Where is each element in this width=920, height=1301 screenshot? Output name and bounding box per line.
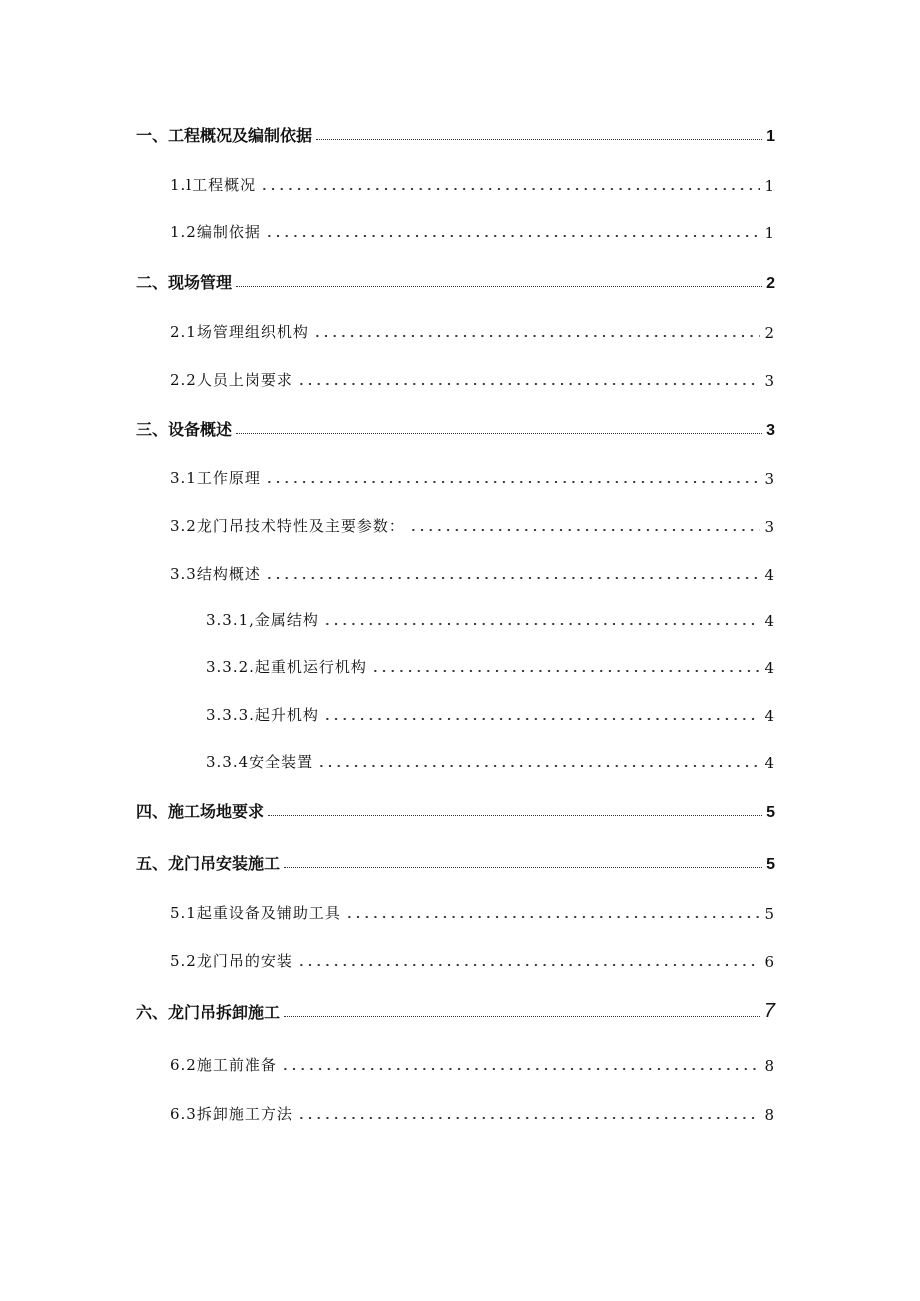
toc-leader-dots	[297, 383, 761, 385]
toc-entry[interactable]	[170, 510, 775, 536]
toc-entry-label: 3.3.1,金属结构	[206, 611, 319, 629]
toc-entry[interactable]	[170, 169, 775, 195]
toc-entry[interactable]	[170, 945, 775, 971]
toc-page-number: 4	[764, 707, 775, 725]
toc-entry-label: 3.2龙门吊技术特性及主要参数：	[170, 517, 405, 535]
toc-entry-label: 3.3结构概述	[170, 565, 261, 583]
toc-page-number: 7	[763, 1000, 775, 1022]
toc-entry-label: 3.3.4安全装置	[206, 753, 314, 771]
toc-page-number: 1	[764, 224, 775, 242]
toc-entry[interactable]	[170, 316, 775, 342]
toc-entry[interactable]	[206, 746, 775, 772]
toc-entry[interactable]	[136, 414, 775, 440]
toc-entry[interactable]	[206, 651, 775, 677]
toc-leader-dots	[265, 235, 761, 237]
toc-entry[interactable]	[136, 120, 775, 146]
toc-page-number: 5	[766, 856, 775, 873]
toc-page-number: 4	[764, 754, 775, 772]
toc-leader-dots	[281, 1068, 761, 1070]
toc-entry-label: 2.1场管理组织机构	[170, 323, 309, 341]
toc-entry[interactable]	[206, 604, 775, 630]
toc-entry-label: 6.3拆卸施工方法	[170, 1105, 293, 1123]
toc-leader-dots	[260, 188, 760, 190]
toc-entry-label: 6.2施工前准备	[170, 1056, 277, 1074]
toc-entry-label: 1.2编制依据	[170, 223, 261, 241]
toc-page-number: 2	[764, 324, 775, 342]
toc-leader-dots	[265, 577, 761, 579]
toc-page-number: 4	[764, 612, 775, 630]
toc-entry[interactable]	[136, 796, 775, 822]
toc-page-number: 8	[764, 1106, 775, 1124]
toc-leader-dots	[284, 865, 762, 868]
toc-page-number: 2	[766, 275, 775, 292]
toc-leader-dots	[323, 623, 761, 625]
toc-entry[interactable]	[170, 558, 775, 584]
toc-page-number: 4	[764, 659, 775, 677]
toc-leader-dots	[236, 284, 762, 287]
toc-entry-label: 二、现场管理	[136, 275, 233, 292]
toc-leader-dots	[297, 1117, 761, 1119]
toc-leader-dots	[297, 964, 761, 966]
toc-page-number: 3	[764, 470, 775, 488]
toc-page-number: 3	[764, 518, 775, 536]
toc-page-number: 8	[764, 1057, 775, 1075]
toc-leader-dots	[265, 481, 761, 483]
toc-entry-label: 3.3.3.起升机构	[206, 706, 319, 724]
toc-page-number: 1	[766, 128, 775, 145]
toc-entry-label: 六、龙门吊拆卸施工	[136, 1005, 281, 1022]
toc-entry-label: 五、龙门吊安装施工	[136, 856, 281, 873]
toc-entry[interactable]	[206, 699, 775, 725]
toc-leader-dots	[317, 765, 760, 767]
toc-leader-dots	[345, 916, 761, 918]
toc-page-number: 1	[764, 177, 775, 195]
toc-leader-dots	[284, 1014, 760, 1017]
toc-entry[interactable]	[170, 897, 775, 923]
toc-entry[interactable]	[170, 1098, 775, 1124]
toc-leader-dots	[371, 670, 761, 672]
toc-entry[interactable]	[170, 364, 775, 390]
toc-entry-label: 一、工程概况及编制依据	[136, 128, 313, 145]
toc-entry[interactable]	[136, 997, 775, 1023]
toc-page-number: 4	[764, 566, 775, 584]
toc-page-number: 6	[764, 953, 775, 971]
toc-entry-label: 5.1起重设备及铺助工具	[170, 904, 341, 922]
toc-entry[interactable]	[170, 462, 775, 488]
toc-entry[interactable]	[136, 267, 775, 293]
toc-entry-label: 2.2人员上岗要求	[170, 371, 293, 389]
toc-page-number: 3	[764, 372, 775, 390]
toc-entry-label: 3.1工作原理	[170, 469, 261, 487]
toc-page-number: 5	[764, 905, 775, 923]
toc-entry[interactable]	[170, 1049, 775, 1075]
toc-entry-label: 5.2龙门吊的安装	[170, 952, 293, 970]
toc-entry[interactable]	[170, 216, 775, 242]
toc-leader-dots	[268, 813, 762, 816]
toc-leader-dots	[236, 431, 762, 434]
toc-page-number: 5	[766, 804, 775, 821]
toc-leader-dots	[409, 529, 761, 531]
toc-leader-dots	[316, 137, 762, 140]
toc-entry-label: 四、施工场地要求	[136, 804, 265, 821]
toc-leader-dots	[323, 718, 761, 720]
toc-entry[interactable]	[136, 848, 775, 874]
toc-entry-label: 1.l工程概况	[170, 176, 257, 194]
toc-entry-label: 三、设备概述	[136, 422, 233, 439]
toc-leader-dots	[313, 335, 761, 337]
toc-page-number: 3	[766, 422, 775, 439]
toc-entry-label: 3.3.2.起重机运行机构	[206, 658, 367, 676]
